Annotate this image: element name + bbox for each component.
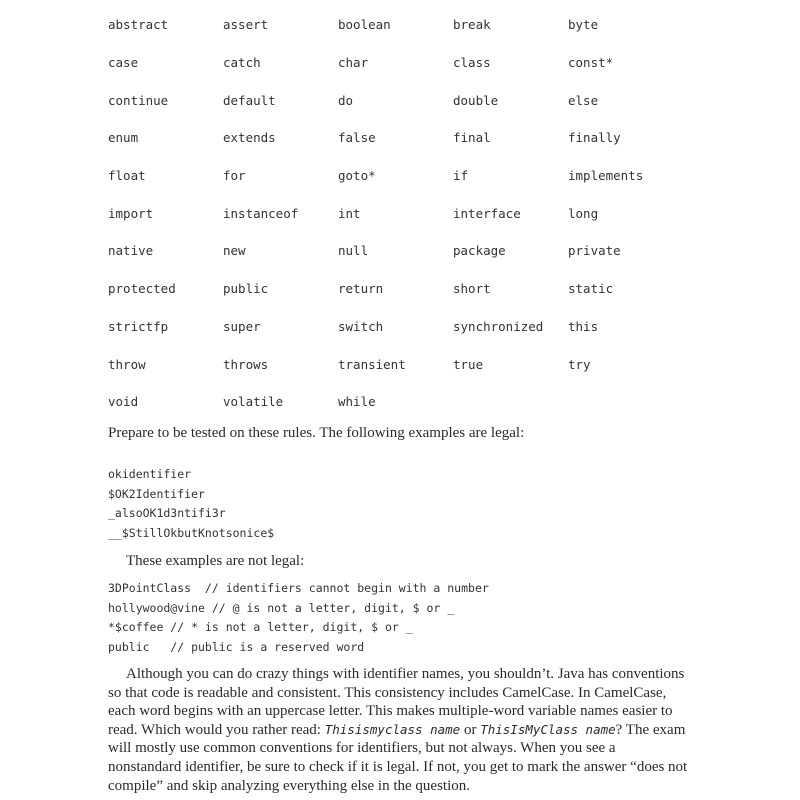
keyword-cell: this xyxy=(568,318,599,334)
keyword-cell: finally xyxy=(568,130,621,146)
keyword-cell: extends xyxy=(223,130,276,146)
keyword-cell: boolean xyxy=(338,17,391,33)
legal-example-line: okidentifier xyxy=(108,467,192,481)
illegal-examples-code xyxy=(108,579,489,658)
keyword-cell: true xyxy=(453,356,484,372)
keyword-cell: void xyxy=(108,394,139,410)
legal-examples-code xyxy=(108,465,274,544)
keyword-cell: private xyxy=(568,243,621,259)
keyword-cell: float xyxy=(108,168,146,184)
keyword-cell: char xyxy=(338,55,369,71)
keyword-cell: static xyxy=(568,281,614,297)
keyword-cell: package xyxy=(453,243,506,259)
keyword-cell: default xyxy=(223,92,276,108)
keyword-cell: null xyxy=(338,243,369,259)
keyword-cell: implements xyxy=(568,168,644,184)
keyword-cell: transient xyxy=(338,356,406,372)
keyword-cell: super xyxy=(223,318,261,334)
keyword-cell: interface xyxy=(453,205,521,221)
reserved-words-table xyxy=(108,6,683,421)
legal-example-line: __$StillOkbutKnotsonice$ xyxy=(108,526,275,541)
legal-intro: Prepare to be tested on these rules. The following examples are legal: xyxy=(108,425,525,441)
inline-code-1: Thisismyclass name xyxy=(324,721,461,737)
illegal-example-line: public // public is a reserved word xyxy=(108,640,365,655)
keyword-cell: return xyxy=(338,281,384,297)
keyword-cell: protected xyxy=(108,281,176,297)
keyword-cell: instanceof xyxy=(223,205,299,221)
keyword-cell: case xyxy=(108,55,139,71)
keyword-cell: volatile xyxy=(223,394,284,410)
keyword-cell: if xyxy=(453,168,469,184)
illegal-example-line: 3DPointClass // identifiers cannot begin with a number xyxy=(108,581,489,595)
keyword-cell: double xyxy=(453,92,499,108)
illegal-intro: These examples are not legal: xyxy=(126,553,305,569)
keyword-cell: else xyxy=(568,92,599,108)
legal-example-line: _alsoOK1d3ntifi3r xyxy=(108,506,226,521)
keyword-cell: do xyxy=(338,92,354,108)
keyword-cell: enum xyxy=(108,130,139,146)
closing-paragraph xyxy=(108,665,688,795)
keyword-cell: final xyxy=(453,130,491,146)
illegal-example-line: *$coffee // * is not a letter, digit, $ or _ xyxy=(108,620,413,635)
closing-text-2: or xyxy=(460,721,481,738)
keyword-cell: for xyxy=(223,168,246,184)
legal-example-line: $OK2Identifier xyxy=(108,486,205,501)
keyword-cell: public xyxy=(223,281,269,297)
keyword-cell: short xyxy=(453,281,491,297)
keyword-cell: try xyxy=(568,356,591,372)
keyword-cell: int xyxy=(338,205,361,221)
keyword-cell: catch xyxy=(223,55,261,71)
keyword-cell: new xyxy=(223,243,246,259)
closing-text-3: ? The exam will mostly use common conventions for identifiers, but not always. When you see a nonstandard identifier, be sure to check if it is legal. If not, you get to mark the answer “does not compile” and skip analyzing everything else in the question. xyxy=(108,721,688,794)
keyword-cell: long xyxy=(568,205,599,221)
keyword-cell: abstract xyxy=(108,17,169,33)
keyword-cell: break xyxy=(453,17,491,33)
keyword-cell: goto* xyxy=(338,168,376,184)
keyword-cell: while xyxy=(338,394,376,410)
keyword-cell: throws xyxy=(223,356,269,372)
keyword-cell: native xyxy=(108,243,154,259)
inline-code-2: ThisIsMyClass name xyxy=(480,721,616,737)
keyword-cell: synchronized xyxy=(453,318,544,334)
keyword-cell: throw xyxy=(108,356,146,372)
keyword-cell: import xyxy=(108,205,154,221)
closing-text-1: Although you can do crazy things with identifier names, you shouldn’t. Java has conventions so that code is readable and consistent. This consistency includes CamelCase. In CamelCase, each word begins with an uppercase letter. This makes multiple-word variable names easier to read. Which would you rather read: xyxy=(108,666,685,738)
keyword-cell: strictfp xyxy=(108,318,169,334)
keyword-cell: assert xyxy=(223,17,269,33)
keyword-cell: false xyxy=(338,130,376,146)
keyword-cell: class xyxy=(453,55,491,71)
keyword-cell: continue xyxy=(108,92,169,108)
keyword-cell: switch xyxy=(338,318,384,334)
illegal-example-line: hollywood@vine // @ is not a letter, digit, $ or _ xyxy=(108,600,455,615)
keyword-cell: byte xyxy=(568,17,599,33)
keyword-cell: const* xyxy=(568,55,614,71)
